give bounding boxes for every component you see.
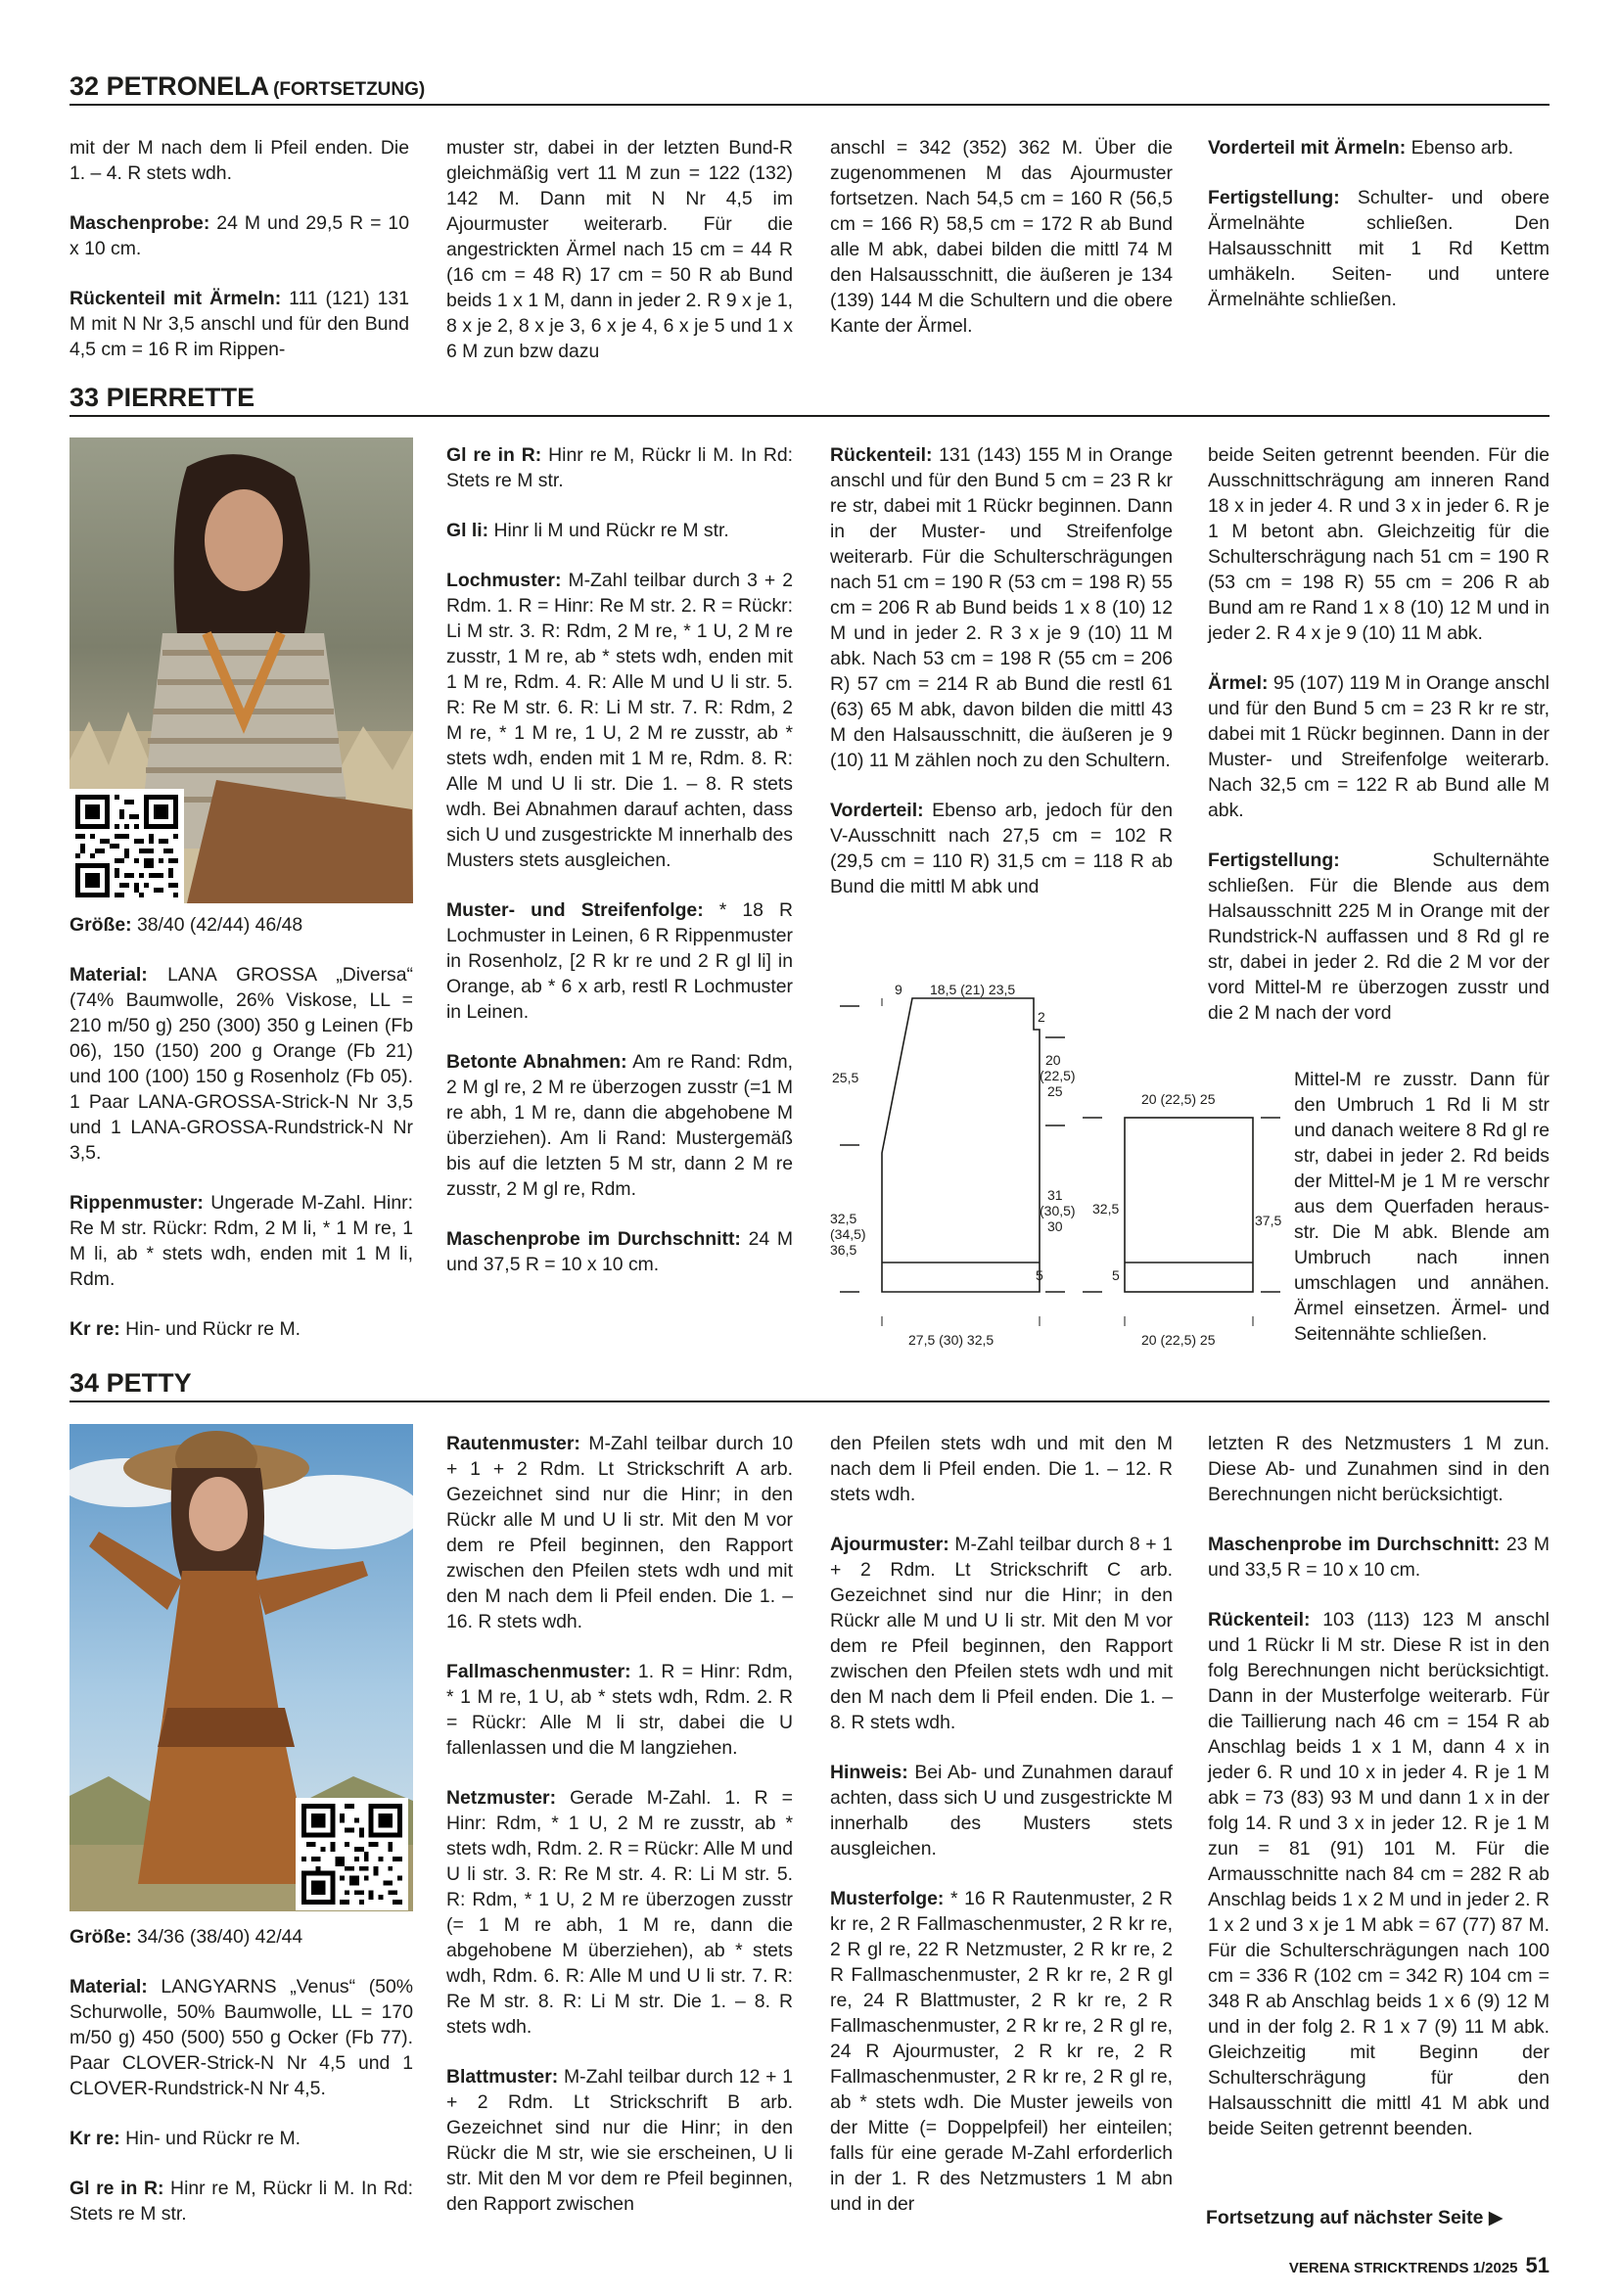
paragraph <box>1208 670 1550 823</box>
paragraph <box>69 962 413 1166</box>
dim-sleeve-len-right: 37,5 <box>1255 1213 1282 1228</box>
paragraph <box>69 1924 413 1950</box>
paragraph-heading: Material: <box>69 1976 148 1998</box>
paragraph-text: letzten R des Netzmusters 1 M zun. Diese Ab- und Zunahmen sind in den Berechnungen nicht berücksichtigt. <box>1208 1433 1550 1505</box>
paragraph-heading: Größe: <box>69 1926 132 1948</box>
paragraph-heading: Muster- und Streifenfolge: <box>446 899 704 921</box>
paragraph-heading: Kr re: <box>69 1318 120 1340</box>
paragraph-text: anschl = 342 (352) 362 M. Über die zugenommenen M das Ajourmuster fortsetzen. Nach 54,5 cm = 160 R (56,5 cm = 166 R) 58,5 cm = 172 R ab Bund alle M abk, dabei bilden die mittl 74 M den Halsausschnitt, die äußeren je 134 (139) 144 M die Schultern und die obere Kante der Ärmel. <box>830 137 1173 337</box>
dim-sleeve-hem: 5 <box>1112 1267 1120 1283</box>
paragraph-text: M-Zahl teilbar durch 8 + 1 + 2 Rdm. Lt Strickschrift C arb. Gezeichnet sind nur die Hinr; in den Rückr alle M und U li str. Mit den M vor dem re Pfeil beginnen, den Rapport zwischen den Pfeilen stets wdh und mit den M nach dem li Pfeil enden. Die 1. – 8. R stets wdh. <box>830 1534 1173 1733</box>
paragraph-text: beide Seiten getrennt beenden. Für die Ausschnittschrägung am inneren Rand 18 x in jeder 4. R und 3 x in jeder 6. R je 1 M betont abn. Gleichzeitig für die Schulterschrägung nach 51 cm = 190 R (53 cm = 198 R) 55 cm = 206 R ab Bund am re Rand 1 x 8 (10) 12 M und in jeder 2. R 4 x je 9 (10) 11 M abk. <box>1208 444 1550 644</box>
dim-body-a: 32,5 <box>830 1211 857 1226</box>
paragraph <box>1208 1607 1550 2141</box>
petty-col-3 <box>830 1431 1173 2217</box>
paragraph-heading: Material: <box>69 964 148 986</box>
paragraph-text: * 16 R Rautenmuster, 2 R kr re, 2 R Fallmaschenmuster, 2 R kr re, 2 R gl re, 22 R Netzmuster, 2 R kr re, 2 R Fallmaschenmuster, 2 R kr re, 2 R gl re, 24 R Blattmuster, 2 R kr re, 2 R Fallmaschenmuster, 2 R kr re, 2 R gl re, 24 R Ajourmuster, 2 R kr re, 2 R Fallmaschenmuster, 2 R kr re, 2 R gl re, ab * stets wdh. Die Muster jeweils von der Mitte (= Doppelpfeil) her einteilen; falls für eine gerade M-Zahl erforderlich in der 1. R des Netzmusters 1 M abn und in der <box>830 1888 1173 2215</box>
paragraph <box>1208 442 1550 646</box>
paragraph <box>446 1431 793 1634</box>
paragraph-text: 95 (107) 119 M in Orange anschl und für den Bund 5 cm = 23 R kr re str, dabei mit 1 Rückr beginnen. Dann in der Muster- und Streifenfolge weiterarb. Nach 32,5 cm = 122 R ab Bund alle M abk. <box>1208 672 1550 821</box>
paragraph-heading: Musterfolge: <box>830 1888 945 1909</box>
paragraph-heading: Fertigstellung: <box>1208 850 1340 871</box>
paragraph-text: 131 (143) 155 M in Orange anschl und für den Bund 5 cm = 23 R kr re str, dabei mit 1 Rückr beginnen. Dann in der Muster- und Streifenfolge weiterarb. Für die Schulterschrägungen nach 51 cm = 190 R (53 cm = 198 R) 55 cm = 206 R ab Bund beids 1 x 8 (10) 12 M und in jeder 2. R 3 x je 9 (10) 11 M abk. Nach 53 cm = 198 R (55 cm = 206 R) 57 cm = 214 R ab Bund die restl 61 (63) 65 M abk, davon bilden die mittl 43 M den Halsausschnitt, die äußeren je 9 (10) 11 M zählen noch zu den Schultern. <box>830 444 1173 771</box>
paragraph <box>1208 1431 1550 1507</box>
paragraph-text: den Pfeilen stets wdh und mit den M nach dem li Pfeil enden. Die 1. – 12. R stets wdh. <box>830 1433 1173 1505</box>
paragraph-text: Ebenso arb, jedoch für den V-Ausschnitt nach 27,5 cm = 102 R (29,5 cm = 110 R) 31,5 cm = 118 R ab Bund die mittl M abk und <box>830 800 1173 897</box>
paragraph-heading: Blattmuster: <box>446 2066 559 2088</box>
paragraph <box>69 135 409 186</box>
paragraph <box>446 1226 793 1277</box>
paragraph <box>69 286 409 362</box>
paragraph-heading: Maschenprobe im Durchschnitt: <box>446 1228 741 1250</box>
paragraph <box>830 135 1173 339</box>
paragraph-text: 34/36 (38/40) 42/44 <box>131 1926 303 1948</box>
paragraph-text: Hinr li M und Rückr re M str. <box>488 520 729 541</box>
dim-armhole-b: (22,5) <box>1040 1068 1076 1083</box>
paragraph <box>446 1785 793 2040</box>
paragraph-heading: Gl re in R: <box>446 444 542 466</box>
petty-col-1 <box>69 1924 413 2227</box>
paragraph-text: Gerade M-Zahl. 1. R = Hinr: Rdm, * 1 U, 2 M re zusstr, ab * stets wdh, Rdm. 2. R = Rückr: Alle M und U li str. 3. R: Re M str. 4. R: Li M str. 5. R: Rdm, * 1 U, 2 M re überzogen zusstr (= 1 M re abh, 1 M re, dann die abgehobene M überziehen), ab * stets wdh, Rdm. 6. R: Alle M und U li str. 7. R: Re M str. 8. R: Li M str. Die 1. – 8. R stets wdh. <box>446 1787 794 2038</box>
paragraph <box>830 1431 1173 1507</box>
pierrette-col-2 <box>446 442 793 1277</box>
paragraph-heading: Gl re in R: <box>69 2178 164 2199</box>
dim-side-a: 31 <box>1047 1187 1063 1203</box>
paragraph-text: 23 M und 33,5 R = 10 x 10 cm. <box>1208 1534 1550 1581</box>
dim-sleeve-len-left: 32,5 <box>1092 1201 1120 1217</box>
continued-next-page-link[interactable]: Fortsetzung auf nächster Seite ▶ <box>1206 2207 1503 2228</box>
petronela-col-1 <box>69 135 409 362</box>
paragraph-heading: Rippenmuster: <box>69 1192 204 1214</box>
paragraph-text: M-Zahl teilbar durch 12 + 1 + 2 Rdm. Lt Strickschrift B arb. Gezeichnet sind nur die Hinr; in den Rückr die M str, wie sie erscheinen, U li str. Mit den M vor dem re Pfeil beginnen, den Rapport zwischen <box>446 2066 793 2215</box>
magazine-name: VERENA STRICKTRENDS 1/2025 <box>1288 2260 1518 2276</box>
dim-armhole-c: 25 <box>1047 1083 1063 1099</box>
paragraph-text: LANGYARNS „Venus“ (50% Schurwolle, 50% Baumwolle, LL = 170 m/50 g) 450 (500) 550 g Ocker (Fb 77). Paar CLOVER-Strick-N Nr 4,5 und 1 CLOVER-Rundstrick-N Nr 4,5. <box>69 1976 413 2099</box>
schematic-front-outline <box>882 998 1040 1292</box>
dim-width: 27,5 (30) 32,5 <box>908 1332 995 1348</box>
paragraph-text: Am re Rand: Rdm, 2 M gl re, 2 M re überzogen zusstr (=1 M re abh, 1 M re, dann die abgehobene M überziehen). Am li Rand: Mustergemäß bis auf die letzten 5 M str, dann 2 M re zusstr, 2 M gl re, Rdm. <box>446 1051 793 1200</box>
paragraph <box>830 798 1173 899</box>
section-title-petronela: 32 PETRONELA (FORTSETZUNG) <box>69 69 1550 106</box>
paragraph-text: LANA GROSSA „Diversa“ (74% Baumwolle, 26% Viskose, LL = 210 m/50 g) 250 (300) 350 g Leinen (Fb 06), 150 (150) 200 g Orange (Fb 21) und 100 (100) 150 g Rosenholz (Fb 05). 1 Paar LANA-GROSSA-Strick-N Nr 3,5 und 1 LANA-GROSSA-Rundstrick-N Nr 3,5. <box>69 964 413 1164</box>
paragraph-heading: Maschenprobe im Durchschnitt: <box>1208 1534 1501 1555</box>
paragraph <box>446 1049 793 1202</box>
dim-shoulder-steps: 2 <box>1038 1009 1045 1025</box>
paragraph-heading: Vorderteil mit Ärmeln: <box>1208 137 1407 159</box>
paragraph <box>446 135 793 364</box>
paragraph-text: Bei Ab- und Zunahmen darauf achten, dass sich U und zusgestrickte M innerhalb des Musters stets ausgleichen. <box>830 1762 1173 1860</box>
paragraph-text: Hin- und Rückr re M. <box>119 2128 301 2149</box>
paragraph-text: 111 (121) 131 M mit N Nr 3,5 anschl und für den Bund 4,5 cm = 16 R im Rippen- <box>69 288 410 360</box>
dim-top-slope: 18,5 (21) 23,5 <box>930 982 1016 997</box>
schematic-sleeve-outline <box>1125 1118 1253 1292</box>
paragraph <box>446 518 793 543</box>
pierrette-col-4 <box>1208 442 1550 1026</box>
paragraph-heading: Vorderteil: <box>830 800 924 821</box>
paragraph <box>830 442 1173 773</box>
dim-sleeve-width: 20 (22,5) 25 <box>1141 1332 1216 1348</box>
paragraph-text: M-Zahl teilbar durch 3 + 2 Rdm. 1. R = Hinr: Re M str. 2. R = Rückr: Li M str. 3. R: Rdm, 2 M re, * 1 U, 2 M re zusstr, 1 M re, ab * stets wdh, enden mit 1 M re, Rdm. 4. R: Alle M und U li str. 5. R: Re M str. 6. R: Li M str. 7. R: Rdm, 2 M re, * 1 M re, 1 U, 2 M re zusstr, ab * stets wdh, enden mit 1 M re, Rdm. 8. R: Alle M und U li str. Die 1. – 8. R stets wdh. Bei Abnahmen darauf achten, dass sich U und zusgestrickte M innerhalb des Musters stets ausgleichen. <box>446 570 793 871</box>
pierrette-col-3 <box>830 442 1173 899</box>
paragraph-text: Schulter- und obere Ärmelnähte schließen. Den Halsausschnitt mit 1 Rd Kettm umhäkeln. Seiten- und untere Ärmelnähte schließen. <box>1208 187 1550 310</box>
paragraph-heading: Hinweis: <box>830 1762 908 1783</box>
paragraph-heading: Kr re: <box>69 2128 120 2149</box>
paragraph-text: Hinr re M, Rückr li M. In Rd: Stets re M str. <box>69 2178 414 2225</box>
pierrette-schematic <box>830 979 1300 1355</box>
paragraph-text: M-Zahl teilbar durch 10 + 1 + 2 Rdm. Lt Strickschrift A arb. Gezeichnet sind nur die Hinr; in den Rückr alle M und U li str. Mit den M vor dem re Pfeil beginnen, den Rapport zwischen den Pfeilen stets wdh und mit den M nach dem li Pfeil enden. Die 1. – 16. R stets wdh. <box>446 1433 793 1632</box>
paragraph <box>69 2126 413 2151</box>
page-footer <box>1289 2253 1550 2278</box>
paragraph-text: Ebenso arb. <box>1406 137 1514 159</box>
paragraph-text: 38/40 (42/44) 46/48 <box>131 914 303 936</box>
paragraph-heading: Rückenteil mit Ärmeln: <box>69 288 282 309</box>
paragraph <box>446 442 793 493</box>
paragraph-text: Hin- und Rückr re M. <box>119 1318 301 1340</box>
paragraph-heading: Rückenteil: <box>830 444 933 466</box>
dim-side-c: 30 <box>1047 1218 1063 1234</box>
paragraph <box>69 912 413 938</box>
paragraph-heading: Ärmel: <box>1208 672 1269 694</box>
paragraph-heading: Größe: <box>69 914 132 936</box>
paragraph <box>446 897 793 1025</box>
paragraph <box>69 1974 413 2101</box>
paragraph-text: mit der M nach dem li Pfeil enden. Die 1. – 4. R stets wdh. <box>69 137 409 184</box>
paragraph-text: Ungerade M-Zahl. Hinr: Re M str. Rückr: Rdm, 2 M li, * 1 M re, 1 M li, ab * stets wdh, enden mit 1 M li, Rdm. <box>69 1192 413 1290</box>
paragraph <box>446 568 793 873</box>
section-title-petty: 34 PETTY <box>69 1365 1550 1402</box>
pierrette-qr-code[interactable] <box>69 789 184 903</box>
dim-side-b: (30,5) <box>1040 1203 1076 1218</box>
page-number: 51 <box>1525 2253 1550 2277</box>
paragraph-heading: Rautenmuster: <box>446 1433 580 1454</box>
dim-top-short: 9 <box>895 982 902 997</box>
paragraph-text: 103 (113) 123 M anschl und 1 Rückr li M str. Diese R ist in den folg Berechnungen nicht berücksichtigt. Dann in der Musterfolge weiterarb. Für die Taillierung nach 46 cm = 154 R ab Anschlag beids 1 x 1 M, dann 4 x in jeder 6. R und 10 x in jeder 4. R je 1 M abk = 73 (83) 93 M und dann 1 x in der folg 14. R und 3 x in jeder 12. R je 1 M zun = 81 (91) 101 M. Für die Armausschnitte nach 84 cm = 282 R ab Anschlag beids 1 x 2 M und in jeder 2. R 1 x 2 und 3 x je 1 M abk = 67 (77) 87 M. Für die Schulterschrägungen nach 100 cm = 336 R (102 cm = 342 R) 104 cm = 348 R ab Anschlag beids 1 x 6 (9) 12 M und in der folg 2. R 1 x 7 (9) 11 M abk. Gleichzeitig mit Beginn der Schulterschrägung für den Halsausschnitt die mittl 41 M abk und beide Seiten getrennt beenden. <box>1208 1609 1550 2139</box>
paragraph <box>1208 1532 1550 1583</box>
paragraph-heading: Gl li: <box>446 520 489 541</box>
petty-col-2 <box>446 1431 793 2217</box>
paragraph-heading: Ajourmuster: <box>830 1534 949 1555</box>
section-title-pierrette: 33 PIERRETTE <box>69 380 1550 417</box>
paragraph <box>446 1659 793 1761</box>
dim-front-depth: 25,5 <box>832 1070 859 1085</box>
dim-hem: 5 <box>1036 1267 1043 1283</box>
paragraph-heading: Maschenprobe: <box>69 212 210 234</box>
pierrette-col-1 <box>69 912 413 1342</box>
paragraph <box>69 1316 413 1342</box>
paragraph <box>446 2064 793 2217</box>
paragraph-heading: Rückenteil: <box>1208 1609 1311 1630</box>
paragraph-text: Hinr re M, Rückr li M. In Rd: Stets re M str. <box>446 444 793 491</box>
dim-armhole-a: 20 <box>1045 1052 1061 1068</box>
paragraph-text: * 18 R Lochmuster in Leinen, 6 R Rippenmuster in Rosenholz, [2 R kr re und 2 R gl li] in Orange, ab * 6 x arb, restl R Lochmuster in Leinen. <box>446 899 793 1023</box>
paragraph-heading: Fertigstellung: <box>1208 187 1340 208</box>
petty-col-4 <box>1208 1431 1550 2141</box>
paragraph <box>1208 135 1550 161</box>
pierrette-col-4-continued: Mittel-M re zusstr. Dann für den Umbruch 1 Rd li M str und danach weitere 8 Rd gl re str, dabei in jeder 2. Rd beids der Mittel-M je 1 M re verschr aus dem Querfaden herausstr. Die M abk. Blende am Umbruch nach innen umschlagen und annähen. Ärmel einsetzen. Ärmel- und Seitennähte schließen. <box>1294 1069 1550 1345</box>
paragraph-text: Schulternähte schließen. Für die Blende aus dem Halsausschnitt 225 M in Orange mit der Rundstrick-N auffassen und 8 Rd gl re str, dabei in jeder 2. Rd die 2 M vor der vord Mittel-M re überzogen zusstr und die 2 M nach der vord <box>1208 850 1550 1024</box>
paragraph-text: 1. R = Hinr: Rdm, * 1 M re, 1 U, ab * stets wdh, Rdm. 2. R = Rückr: Alle M li str, dabei die U fallenlassen und die M langziehen. <box>446 1661 793 1759</box>
paragraph <box>1208 185 1550 312</box>
paragraph <box>830 1760 1173 1861</box>
paragraph-heading: Netzmuster: <box>446 1787 557 1809</box>
paragraph-text: 24 M und 29,5 R = 10 x 10 cm. <box>69 212 409 259</box>
paragraph-text: 24 M und 37,5 R = 10 x 10 cm. <box>446 1228 793 1275</box>
paragraph <box>69 210 409 261</box>
paragraph-heading: Lochmuster: <box>446 570 562 591</box>
paragraph-heading: Fallmaschenmuster: <box>446 1661 631 1682</box>
paragraph-text: muster str, dabei in der letzten Bund-R gleichmäßig vert 11 M zun = 122 (132) 142 M. Dann mit N Nr 4,5 im Ajourmuster weiterarb. Für die angestrickten Ärmel nach 15 cm = 44 R (16 cm = 48 R) 17 cm = 50 R ab Bund beids 1 x 1 M, dann in jeder 2. R 9 x je 1, 8 x je 2, 8 x je 3, 6 x je 4, 6 x je 5 und 1 x 6 M zun bzw dazu <box>446 137 793 362</box>
paragraph <box>69 2176 413 2227</box>
paragraph <box>830 1532 1173 1735</box>
paragraph-heading: Betonte Abnahmen: <box>446 1051 627 1073</box>
petronela-col-2 <box>446 135 793 364</box>
paragraph <box>830 1886 1173 2217</box>
dim-body-c: 36,5 <box>830 1242 857 1258</box>
petronela-col-4 <box>1208 135 1550 312</box>
dim-sleeve-top: 20 (22,5) 25 <box>1141 1091 1216 1107</box>
dim-body-b: (34,5) <box>830 1226 866 1242</box>
petronela-col-3 <box>830 135 1173 339</box>
petty-qr-code[interactable] <box>296 1798 408 1910</box>
paragraph <box>69 1190 413 1292</box>
